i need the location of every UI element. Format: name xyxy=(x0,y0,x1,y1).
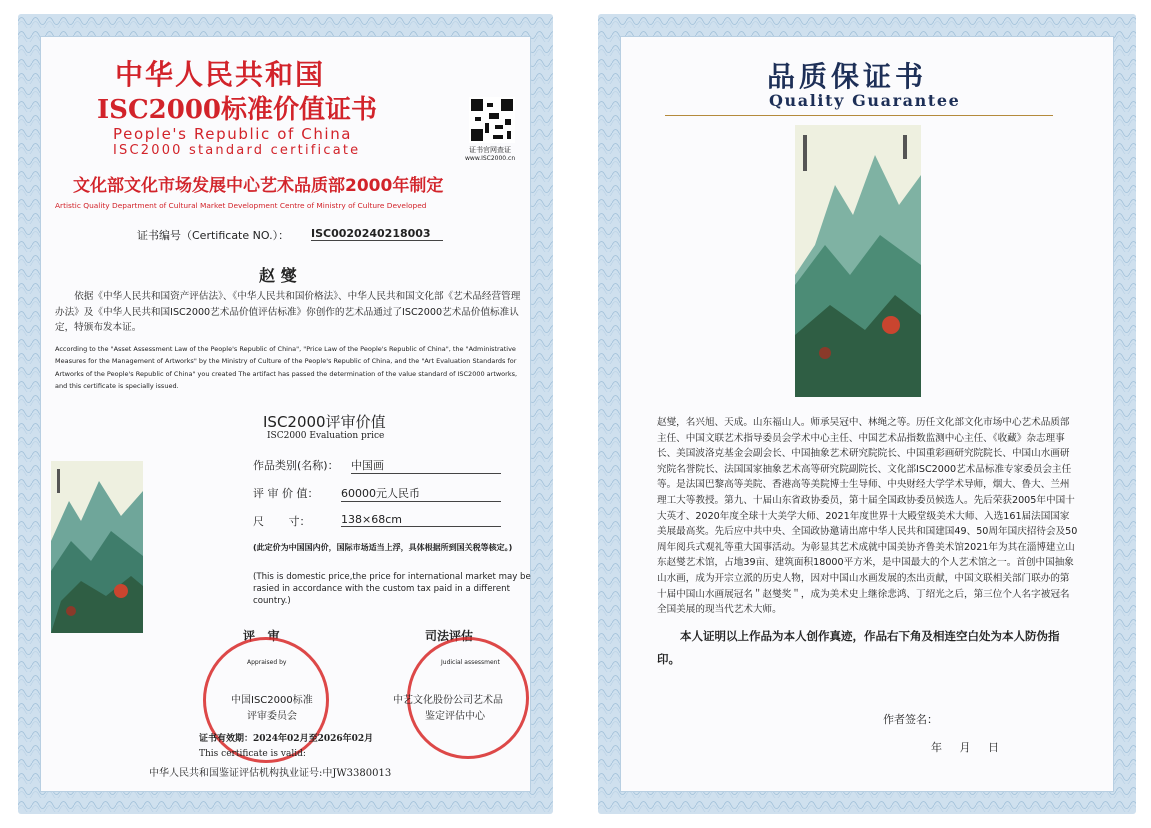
department-en: Artistic Quality Department of Cultural Market Development Centre of Ministry of Culture Developed xyxy=(55,201,427,210)
license-number: 中华人民共和国鉴证评估机构执业证号:中JW3380013 xyxy=(149,768,392,779)
qr-code[interactable] xyxy=(469,97,515,143)
title-en-certificate: ISC2000 standard certificate xyxy=(113,143,361,158)
title-cn-certificate: ISC2000标准价值证书 xyxy=(97,95,377,125)
certificate-number-label: 证书编号（Certificate NO.）： xyxy=(137,229,290,242)
evaluation-subtitle: ISC2000 Evaluation price xyxy=(267,431,385,441)
field-label-value: 评 审 价 值： xyxy=(253,487,319,500)
review-label: 评 审 xyxy=(243,629,280,643)
intro-cn: 依据《中华人民共和国资产评估法》、《中华人民共和国价格法》、中华人民共和国文化部《艺术品经营管理办法》及《中华人民共和国ISC2000艺术品价值评估标准》你创作的艺术品通过了ISC2000艺术品价值标准认定，特颁布发本证。 xyxy=(55,291,521,334)
artwork-image xyxy=(795,125,921,397)
intro-en: According to the "Asset Assessment Law of the People's Republic of China", "Price Law of the People's Republic of China", the "Administrative Measures for the Management of Artworks" by the Ministry of Culture of the People's Republic of China, and the "Art Evaluation Standards for Artworks of the People's Republic of China" you created The artifact has passed the determination of the value standard of ISC2000 artworks, and this certificate is specially issued. xyxy=(55,345,518,391)
title-en-country: People's Republic of China xyxy=(113,125,353,143)
field-label-size: 尺 寸： xyxy=(253,515,311,528)
certificate-body xyxy=(40,36,531,792)
field-value-category: 中国画 xyxy=(351,457,501,474)
landscape-painting-icon xyxy=(795,125,921,397)
price-note-en: (This is domestic price,the price for international market may be rasied in accordance with the custom tax paid in a different country.) xyxy=(253,572,531,606)
guarantee-body xyxy=(620,36,1114,792)
judicial-stamp-cn-1: 中艺文化股份公司艺术品 xyxy=(393,695,503,706)
price-note-cn: (此定价为中国国内价，国际市场适当上浮，具体根据所到国关税等核定。) xyxy=(253,543,513,552)
date-label: 年 月 日 xyxy=(931,741,999,754)
guarantee-title-en: Quality Guarantee xyxy=(769,91,961,110)
judicial-stamp-en: Judicial assessment xyxy=(441,659,500,666)
landscape-painting-icon xyxy=(51,461,143,633)
field-value-value: 60000元人民币 xyxy=(341,485,501,502)
certificate-number: ISC0020240218003 xyxy=(311,227,443,241)
review-stamp-cn-1: 中国ISC2000标准 xyxy=(231,695,313,706)
field-value-size: 138×68cm xyxy=(341,513,501,527)
signature-label: 作者签名： xyxy=(883,713,938,726)
review-stamp-en: Appraised by xyxy=(247,659,287,666)
review-stamp-cn-2: 评审委员会 xyxy=(247,711,297,722)
artist-name: 赵 燮 xyxy=(259,266,297,285)
artwork-thumbnail xyxy=(51,461,143,633)
qr-caption: 证书官网查证 xyxy=(469,146,511,154)
department-cn: 文化部文化市场发展中心艺术品质部2000年制定 xyxy=(73,176,444,196)
left-certificate xyxy=(18,14,553,814)
title-cn-country: 中华人民共和国 xyxy=(115,58,326,91)
artist-biography: 赵燮，名兴旭、天成。山东福山人。师承吴冠中、林绳之等。历任文化部文化市场中心艺术品质部主任、中国文联艺术指导委员会学术中心主任、中国艺术品指数监测中心主任、《收藏》杂志理事长、美国波洛克基金会副会长、中国抽象艺术研究院院长、中国重彩画研究院院长、中国山水画研究院名誉院长、法国国家抽象艺术高等研究院副院长、文化部ISC2000艺术品标准专家委员会主任等。是法国巴黎高等美院、香港高等美院博士生导师、中央财经大学学术导师，烟大、鲁大、兰州理工大等教授。第九、十届山东省政协委员，第十届全国政协委员候选人。先后荣获2005年中国十大英才、2020年度全球十大美学大师、2021年度世界十大殿堂级美术大师、入选161届法国国家美展最高奖。先后应中共中央、全国政协邀请出席中华人民共和国建国49、50周年国庆招待会及50周年阅兵式观礼等重大国事活动。为彰显其艺术成就中国美协齐鲁美术馆2021年为其在淄博建立山东赵燮艺术馆，占地39亩、建筑面积18000平方米，是中国最大的个人艺术馆之一。首创中国抽象山水画，成为开宗立派的历史人物，因对中国山水画发展的杰出贡献，中国文联相关部门联办的第十届中国山水画展冠名＂赵燮奖＂，成为美术史上继徐悲鸿、丁绍光之后，第三位个人名字被冠名全国美展的现当代艺术大师。 xyxy=(657,417,1078,616)
validity-period: 证书有效期：2024年02月至2026年02月 xyxy=(199,734,374,744)
right-certificate xyxy=(598,14,1136,814)
guarantee-title-cn: 品质保证书 xyxy=(767,60,928,93)
judicial-stamp-cn-2: 鉴定评估中心 xyxy=(425,711,485,722)
validity-en: This certificate is valid: xyxy=(199,749,306,759)
qr-url: www.ISC2000.cn xyxy=(465,155,516,162)
evaluation-title: ISC2000评审价值 xyxy=(263,413,386,431)
field-label-category: 作品类别(名称)： xyxy=(253,459,339,472)
authenticity-statement: 本人证明以上作品为本人创作真迹，作品右下角及相连空白处为本人防伪指印。 xyxy=(657,629,1060,666)
title-divider xyxy=(665,115,1053,116)
judicial-label: 司法评估 xyxy=(425,629,474,643)
